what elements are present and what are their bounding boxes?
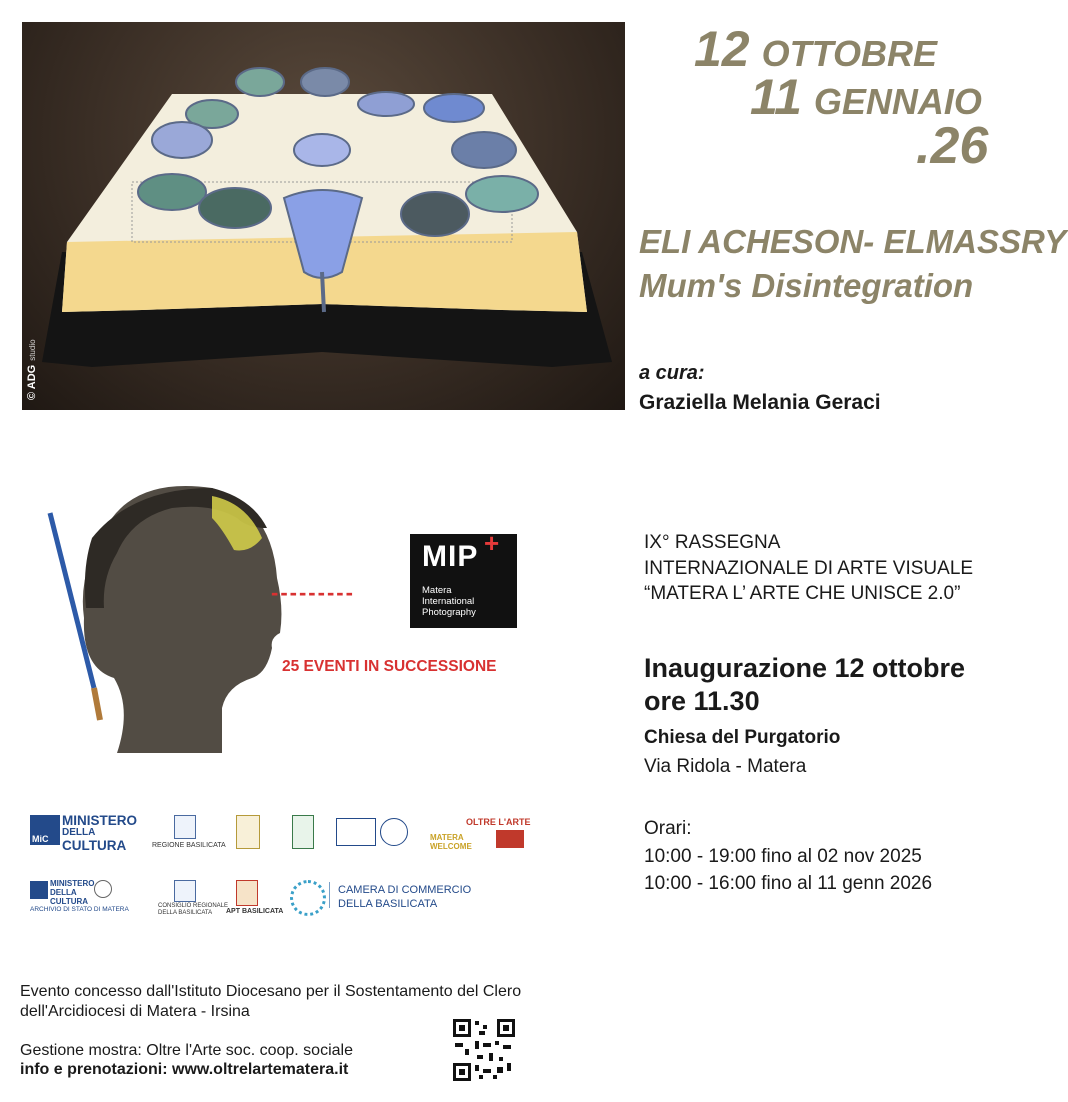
oltrelarte-logo: OLTRE L'ARTE — [466, 817, 531, 827]
logo-divider — [329, 882, 330, 908]
venue-name: Chiesa del Purgatorio — [644, 727, 841, 748]
photo-credit: © ADGstudio — [26, 339, 38, 400]
apt-crest-icon — [236, 880, 258, 906]
rassegna-title: IX° RASSEGNA INTERNAZIONALE DI ARTE VISUALE “MATERA L’ ARTE CHE UNISCE 2.0” — [644, 532, 974, 605]
comune-crest-icon — [292, 815, 314, 849]
matera-welcome-logo: MATERA WELCOME — [430, 833, 472, 851]
regione-basilicata-logo: REGIONE BASILICATA — [152, 842, 226, 849]
year: .26 — [916, 117, 989, 175]
diocese-notice: Evento concesso dall'Istituto Diocesano per il Sostentamento del Clero dell'Arcidiocesi di Matera - Irsina — [20, 983, 522, 1020]
red-dash-line: --------- — [271, 580, 355, 605]
apt-basilicata-logo: APT BASILICATA — [226, 908, 284, 915]
ministero-cultura-logo: MINISTERO DELLA CULTURA — [62, 813, 138, 853]
oltrelarte-icon — [496, 830, 524, 848]
artist-name: ELI ACHESON- ELMASSRY — [639, 223, 1067, 260]
end-date: 11 GENNAIO — [750, 69, 982, 125]
regione-logo-icon — [174, 815, 196, 839]
mic-small-logo-icon — [30, 881, 48, 899]
world-heritage-icon — [380, 818, 408, 846]
work-title: Mum's Disintegration — [639, 267, 974, 304]
eventi-caption: 25 EVENTI IN SUCCESSIONE — [282, 658, 497, 675]
consiglio-regionale-logo: CONSIGLIO REGIONALE DELLA BASILICATA — [158, 903, 229, 916]
inauguration: Inaugurazione 12 ottobre ore 11.30 — [644, 653, 966, 716]
camera-commercio-icon — [290, 880, 326, 916]
management-notice: Gestione mostra: Oltre l'Arte soc. coop. sociale — [20, 1042, 353, 1059]
info-website-link[interactable]: info e prenotazioni: www.oltrelartematera.it — [20, 1061, 349, 1078]
table-with-bowls-illustration — [22, 22, 625, 410]
start-date: 12 OTTOBRE — [694, 21, 937, 77]
head-sculpture-image — [22, 458, 292, 758]
curator-name: Graziella Melania Geraci — [639, 391, 881, 414]
archivio-stato-logo: ARCHIVIO DI STATO DI MATERA — [30, 906, 129, 913]
venue-address: Via Ridola - Matera — [644, 756, 807, 777]
camera-commercio-logo: CAMERA DI COMMERCIO DELLA BASILICATA — [338, 884, 472, 910]
ministero-cultura-small-logo: MINISTERO DELLA CULTURA — [50, 879, 95, 906]
republic-emblem-icon — [94, 880, 112, 898]
crest-icon — [236, 815, 260, 849]
qr-code[interactable] — [453, 1019, 515, 1081]
opening-hours: Orari: 10:00 - 19:00 fino al 02 nov 2025 10:00 - 16:00 fino al 11 genn 2026 — [644, 818, 933, 895]
consiglio-logo-icon — [174, 880, 196, 902]
mip-logo: MIP + Matera International Photography — [410, 534, 517, 628]
mic-logo-icon: MiC — [30, 815, 60, 845]
unesco-icon — [336, 818, 376, 846]
artwork-photo — [22, 22, 625, 410]
curator-label: a cura: — [639, 362, 705, 384]
